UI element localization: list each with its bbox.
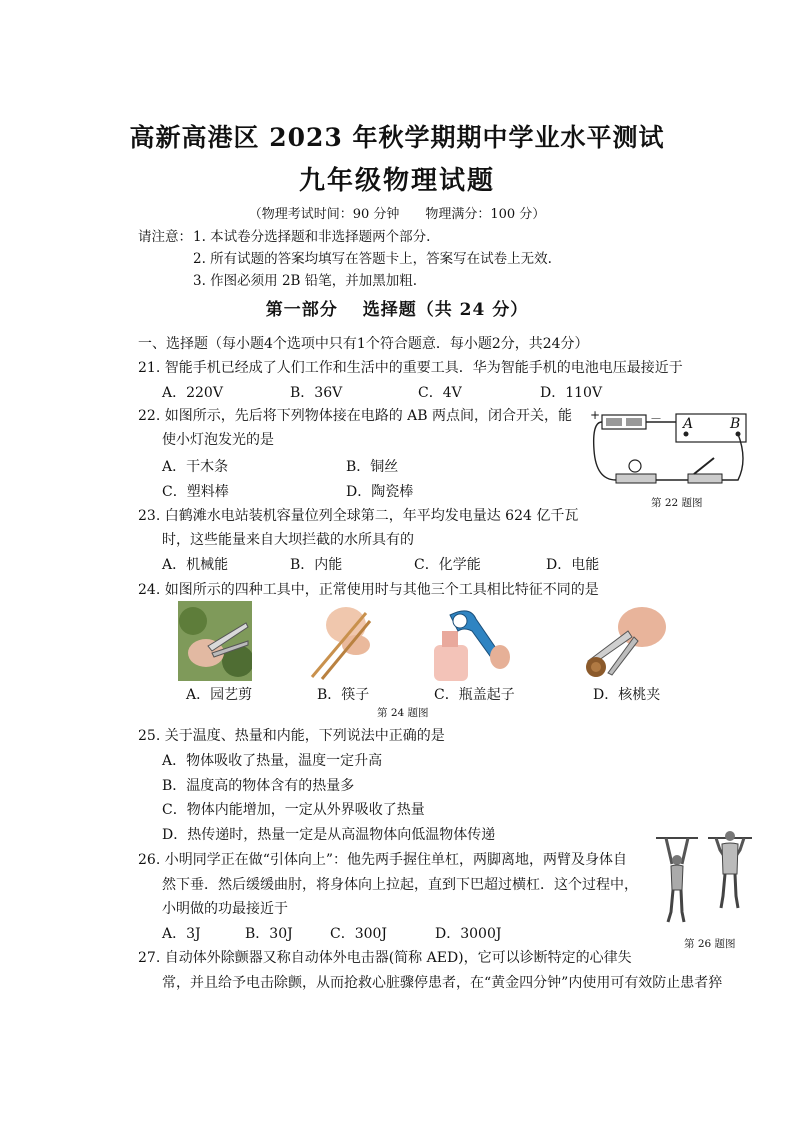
question-27-stem-cont: 常，并且给予电击除颤，从而抢救心脏骤停患者，在“黄金四分钟”内使用可有效防止患者猝 [162,975,723,991]
q21-option-a: A．220V [162,385,223,401]
q26-figure-caption: 第 26 题图 [684,938,736,950]
battery-minus-label: － [650,412,663,426]
part-title: 第一部分 选择题（共 24 分） [265,300,529,320]
q24-option-d: D．核桃夹 [593,687,661,703]
nutcracker-image [568,601,670,681]
q24-option-a: A．园艺剪 [186,687,253,703]
q22-option-a: A．干木条 [162,459,229,475]
circuit-figure [588,410,752,494]
q25-option-b: B．温度高的物体含有的热量多 [162,778,355,794]
question-22-stem-cont: 使小灯泡发光的是 [162,432,274,448]
terminal-b-label: B [730,416,741,432]
q22-option-c: C．塑料棒 [162,484,229,500]
question-26-stem-cont2: 小明做的功最接近于 [162,901,288,917]
q25-option-c: C．物体内能增加，一定从外界吸收了热量 [162,802,425,818]
battery-plus-label: + [590,408,601,422]
question-26-stem: 26. 小明同学正在做“引体向上”：他先两手握住单杠，两脚离地，两臂及身体自 [138,852,628,868]
q24-figure-caption: 第 24 题图 [377,707,429,719]
q23-option-a: A．机械能 [162,557,229,573]
lamp-base [616,474,656,483]
question-23-stem-cont: 时，这些能量来自大坝拦截的水所具有的 [162,532,414,548]
switch-lever [694,458,714,474]
switch-base [688,474,722,483]
chopsticks-image [300,601,372,681]
question-24-stem: 24. 如图所示的四种工具中，正常使用时与其他三个工具相比特征不同的是 [138,582,599,598]
pull-up-figure [654,830,754,930]
question-26-stem-cont: 然下垂．然后缓缓曲肘，将身体向上拉起，直到下巴超过横杠．这个过程中， [162,877,638,893]
q24-option-b: B．筷子 [317,687,370,703]
q26-option-c: C．300J [330,926,388,942]
note-item: 2. 所有试题的答案均填写在答题卡上，答案写在试卷上无效. [193,251,552,267]
exam-title: 高新高港区 2023 年秋学期期中学业水平测试 [129,123,665,152]
q21-option-b: B．36V [290,385,343,401]
terminal-a-label: A [683,416,694,432]
question-21-stem: 21. 智能手机已经成了人们工作和生活中的重要工具．华为智能手机的电池电压最接近于 [138,360,683,376]
note-item: 1. 本试卷分选择题和非选择题两个部分. [193,229,431,245]
q22-figure-caption: 第 22 题图 [651,497,703,509]
q22-option-d: D．陶瓷棒 [346,484,414,500]
exam-meta: （物理考试时间：90 分钟 物理满分：100 分） [248,207,546,222]
q26-option-b: B．30J [245,926,293,942]
bulb-icon [629,460,641,472]
question-23-stem: 23. 白鹤滩水电站装机容量位列全球第二，年平均发电量达 624 亿千瓦 [138,508,579,524]
q23-option-d: D．电能 [546,557,600,573]
question-25-stem: 25. 关于温度、热量和内能，下列说法中正确的是 [138,728,445,744]
question-22-stem: 22. 如图所示，先后将下列物体接在电路的 AB 两点间，闭合开关，能 [138,408,573,424]
question-27-stem: 27. 自动体外除颤器又称自动体外电击器(简称 AED)，它可以诊断特定的心律失 [138,950,632,966]
garden-shears-image [178,601,252,681]
q23-option-b: B．内能 [290,557,343,573]
note-item: 3. 作图必须用 2B 铅笔，并加黑加粗. [193,273,418,289]
section-heading: 一、选择题（每小题4个选项中只有1个符合题意．每小题2分，共24分） [138,336,589,352]
q26-option-a: A．3J [162,926,201,942]
q21-option-d: D．110V [540,385,603,401]
q26-option-d: D．3000J [435,926,502,942]
q24-option-c: C．瓶盖起子 [434,687,515,703]
bottle-opener-image [430,601,512,681]
exam-subtitle: 九年级物理试题 [298,166,495,196]
q23-option-c: C．化学能 [414,557,481,573]
notes-lead: 请注意： [138,229,192,245]
q25-option-a: A．物体吸收了热量，温度一定升高 [162,753,383,769]
q21-option-c: C．4V [418,385,462,401]
q25-option-d: D．热传递时，热量一定是从高温物体向低温物体传递 [162,827,496,843]
q22-option-b: B．铜丝 [346,459,399,475]
